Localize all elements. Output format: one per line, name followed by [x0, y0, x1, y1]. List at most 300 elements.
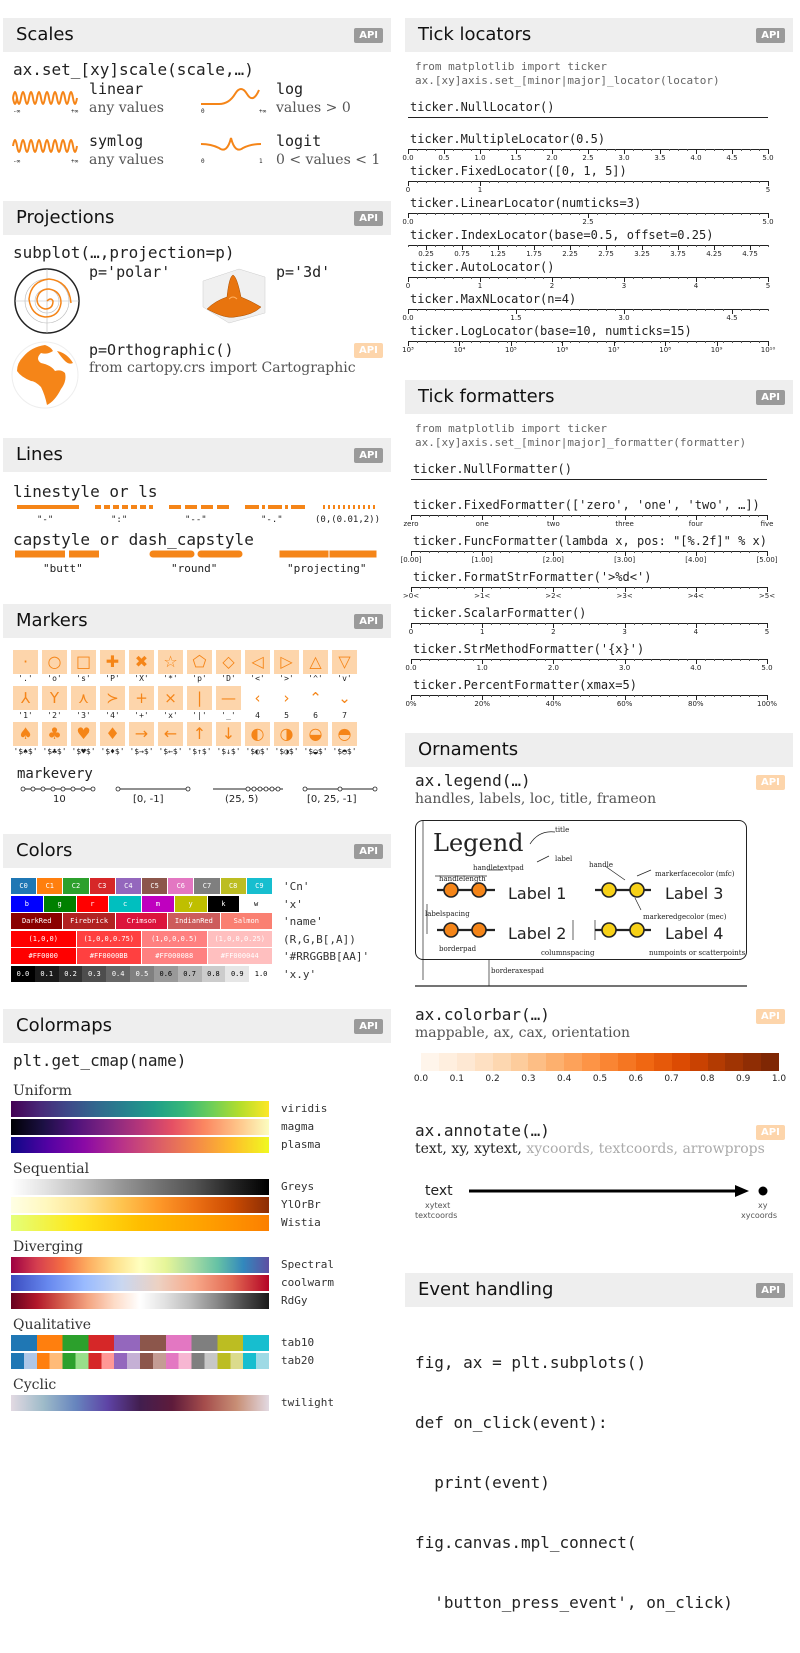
legend-labelspacing-note: labelspacing — [425, 910, 470, 918]
minor-tick — [705, 213, 706, 215]
marker-label: '_' — [221, 711, 236, 720]
projections-api-button[interactable]: API — [354, 211, 383, 226]
minor-tick — [456, 515, 457, 517]
minor-tick — [750, 309, 751, 311]
minor-tick — [651, 515, 652, 517]
minor-tick — [597, 181, 598, 183]
tick-label: 4 — [693, 282, 699, 290]
minor-tick — [589, 623, 590, 625]
tick-label: 10⁶ — [556, 346, 569, 354]
minor-tick — [607, 587, 608, 589]
minor-tick — [491, 551, 492, 553]
minor-tick — [589, 659, 590, 661]
minor-tick — [429, 587, 430, 589]
marker-label: '>' — [279, 674, 294, 683]
ticker-label: ticker.StrMethodFormatter('{x}') — [413, 642, 645, 656]
minor-tick — [642, 213, 643, 215]
minor-tick — [498, 149, 499, 151]
minor-tick — [570, 341, 571, 343]
scales-code: ax.set_[xy]scale(scale,…) — [13, 60, 254, 79]
marker-label: '1' — [18, 711, 33, 720]
colorbar-segment — [600, 1053, 618, 1071]
scale-logit-desc: 0 < values < 1 — [276, 152, 381, 168]
tick-label: 1.5 — [510, 314, 522, 322]
minor-tick — [678, 515, 679, 517]
minor-tick — [723, 309, 724, 311]
minor-tick — [723, 341, 724, 343]
minor-tick — [651, 277, 652, 279]
tick-label: 5 — [764, 628, 770, 636]
marker-label: '$♦$' — [100, 747, 125, 756]
minor-tick — [759, 341, 760, 343]
minor-tick — [624, 213, 625, 215]
minor-tick — [723, 213, 724, 215]
minor-tick — [435, 213, 436, 215]
event-handling-api-button[interactable]: API — [756, 1283, 785, 1298]
minor-tick — [705, 515, 706, 517]
marker-label: 'o' — [47, 674, 62, 683]
minor-tick — [561, 245, 562, 247]
tick-label: 4.0 — [690, 154, 702, 162]
minor-tick — [570, 181, 571, 183]
minor-tick — [561, 277, 562, 279]
tick-locators-section — [402, 18, 793, 358]
minor-tick — [571, 659, 572, 661]
colorbar-segment — [654, 1053, 672, 1071]
minor-tick — [723, 149, 724, 151]
minor-tick — [616, 659, 617, 661]
minor-tick — [642, 309, 643, 311]
minor-tick — [642, 277, 643, 279]
minor-tick — [444, 213, 445, 215]
marker-cell: Y — [42, 686, 67, 710]
colorbar-segment — [761, 1053, 779, 1071]
minor-tick — [723, 181, 724, 183]
minor-tick — [429, 659, 430, 661]
tick-locators-code-1: from matplotlib import ticker — [415, 60, 608, 73]
minor-tick — [678, 149, 679, 151]
colormap-name: viridis — [281, 1102, 328, 1115]
minor-tick — [669, 623, 670, 625]
legend-label-3: Label 3 — [665, 884, 724, 903]
lines-title: Lines — [16, 444, 63, 465]
legend-handlelength-note: handlelength — [439, 875, 486, 883]
minor-tick — [417, 309, 418, 311]
minor-tick — [660, 181, 661, 183]
tick-label: 2 — [549, 282, 555, 290]
colormap-bar — [11, 1179, 269, 1195]
colorbar-segment — [439, 1053, 457, 1071]
minor-tick — [438, 623, 439, 625]
minor-tick — [500, 515, 501, 517]
gray-swatch: 1.0 — [249, 966, 273, 982]
minor-tick — [456, 623, 457, 625]
tick-formatters-list — [400, 462, 778, 708]
minor-tick — [464, 587, 465, 589]
marker-cell: ◓ — [332, 722, 357, 746]
tick-label: 1.75 — [526, 250, 542, 258]
marker-cell: ◑ — [274, 722, 299, 746]
tick-label: [5.00] — [756, 556, 778, 564]
minor-tick — [498, 181, 499, 183]
scales-api-button[interactable]: API — [354, 28, 383, 43]
minor-tick — [444, 245, 445, 247]
tick-label: >2< — [545, 592, 562, 600]
minor-tick — [749, 551, 750, 553]
minor-tick — [507, 341, 508, 343]
colorbar-tick-label: 0.9 — [736, 1074, 751, 1084]
tick-label: 10⁷ — [607, 346, 620, 354]
tick-formatters-api-button[interactable]: API — [756, 390, 785, 405]
linestyle-label-1: ":" — [111, 515, 128, 525]
minor-tick — [579, 341, 580, 343]
colorbar-tick-label: 0.8 — [700, 1074, 715, 1084]
minor-tick — [651, 149, 652, 151]
colormap-bar — [11, 1197, 269, 1213]
minor-tick — [651, 245, 652, 247]
marker-label: '$◑$' — [274, 747, 299, 756]
minor-tick — [651, 213, 652, 215]
minor-tick — [571, 515, 572, 517]
colormaps-code: plt.get_cmap(name) — [13, 1051, 187, 1070]
minor-tick — [516, 213, 517, 215]
legend-mec-note: markeredgecolor (mec) — [643, 913, 727, 921]
colorbar-segment — [457, 1053, 475, 1071]
minor-tick — [462, 341, 463, 343]
annotate-api-button[interactable]: API — [756, 1125, 785, 1140]
minor-tick — [453, 309, 454, 311]
minor-tick — [536, 695, 537, 697]
colormaps-api-button[interactable]: API — [354, 1019, 383, 1034]
minor-tick — [589, 587, 590, 589]
legend-label-note: label — [555, 855, 573, 863]
minor-tick — [507, 149, 508, 151]
minor-tick — [606, 181, 607, 183]
tick-locators-title: Tick locators — [418, 24, 532, 45]
minor-tick — [687, 245, 688, 247]
minor-tick — [464, 623, 465, 625]
colorbar-segment — [421, 1053, 439, 1071]
markers-grid — [13, 650, 383, 765]
minor-tick — [678, 213, 679, 215]
marker-cell: ▷ — [274, 650, 299, 674]
minor-tick — [607, 623, 608, 625]
minor-tick — [731, 659, 732, 661]
minor-tick — [429, 695, 430, 697]
scale-tick: +∞ — [71, 108, 79, 115]
marker-label: 'v' — [337, 674, 352, 683]
minor-tick — [471, 213, 472, 215]
colormap-bar — [11, 1353, 269, 1369]
colors-api-button[interactable]: API — [354, 844, 383, 859]
gray-swatch: 0.5 — [130, 966, 154, 982]
minor-tick — [741, 181, 742, 183]
minor-tick — [417, 213, 418, 215]
colormap-bar — [11, 1395, 269, 1411]
minor-tick — [731, 587, 732, 589]
minor-tick — [669, 245, 670, 247]
minor-tick — [527, 695, 528, 697]
minor-tick — [562, 623, 563, 625]
minor-tick — [500, 695, 501, 697]
minor-tick — [571, 623, 572, 625]
annotate-args — [415, 1141, 765, 1157]
scale-tick: 0 — [201, 108, 205, 115]
minor-tick — [447, 551, 448, 553]
minor-tick — [509, 515, 510, 517]
tick-label: 3.0 — [618, 314, 630, 322]
minor-tick — [705, 341, 706, 343]
minor-tick — [480, 309, 481, 311]
tick-label: >5< — [758, 592, 776, 600]
minor-tick — [768, 245, 769, 247]
gray-swatch: 0.0 — [11, 966, 35, 982]
ornaments-section — [405, 733, 793, 1228]
minor-tick — [750, 277, 751, 279]
minor-tick — [758, 551, 759, 553]
ticker-label: ticker.IndexLocator(base=0.5, offset=0.25) — [410, 228, 714, 242]
markevery-samples — [23, 786, 383, 794]
minor-tick — [580, 623, 581, 625]
minor-tick — [714, 515, 715, 517]
minor-tick — [491, 623, 492, 625]
gray-swatch: 0.3 — [82, 966, 106, 982]
tick-label: 3.0 — [619, 664, 631, 672]
tick-label: 5 — [765, 282, 771, 290]
capstyle-label-0: "butt" — [43, 562, 83, 575]
minor-tick — [607, 515, 608, 517]
minor-tick — [438, 587, 439, 589]
scale-log-name: log — [276, 80, 304, 98]
minor-tick — [633, 309, 634, 311]
tick-label: 1 — [479, 628, 485, 636]
minor-tick — [518, 551, 519, 553]
color-swatch: #FF0000 — [11, 948, 76, 964]
colorbar-tick-label: 0.1 — [449, 1074, 464, 1084]
minor-tick — [714, 623, 715, 625]
minor-tick — [471, 341, 472, 343]
cartopy-api-button[interactable]: API — [354, 343, 383, 358]
color-swatch: (1,0,0) — [11, 931, 76, 947]
tick-label: [0.00] — [400, 556, 422, 564]
minor-tick — [420, 515, 421, 517]
minor-tick — [444, 341, 445, 343]
code-line: print(event) — [415, 1473, 550, 1492]
minor-tick — [489, 149, 490, 151]
tick-label: 0% — [405, 700, 417, 708]
markers-api-button[interactable]: API — [354, 614, 383, 629]
minor-tick — [562, 515, 563, 517]
legend-code: ax.legend(…) — [415, 771, 531, 790]
tick-label: 2.25 — [562, 250, 578, 258]
minor-tick — [435, 245, 436, 247]
minor-tick — [580, 551, 581, 553]
minor-tick — [480, 245, 481, 247]
minor-tick — [597, 149, 598, 151]
minor-tick — [438, 695, 439, 697]
colormap-name: twilight — [281, 1396, 334, 1409]
minor-tick — [669, 551, 670, 553]
colorbar-api-button[interactable]: API — [756, 1009, 785, 1024]
minor-tick — [723, 515, 724, 517]
minor-tick — [723, 623, 724, 625]
minor-tick — [758, 695, 759, 697]
color-swatch: C3 — [90, 878, 115, 894]
minor-tick — [660, 695, 661, 697]
minor-tick — [749, 587, 750, 589]
minor-tick — [489, 277, 490, 279]
tick-label: >1< — [474, 592, 491, 600]
gray-swatch: 0.1 — [35, 966, 59, 982]
minor-tick — [678, 341, 679, 343]
tick-label: 0.0 — [402, 154, 414, 162]
marker-label: '4' — [105, 711, 120, 720]
ticker-label: ticker.NullLocator() — [410, 100, 555, 114]
minor-tick — [597, 213, 598, 215]
minor-tick — [723, 245, 724, 247]
polar-plot — [13, 267, 83, 337]
marker-cell: ‹ — [245, 686, 270, 710]
minor-tick — [518, 515, 519, 517]
color-swatch: C4 — [116, 878, 141, 894]
minor-tick — [705, 277, 706, 279]
tick-label: 4.25 — [706, 250, 722, 258]
tick-label: four — [688, 520, 703, 528]
minor-tick — [417, 245, 418, 247]
minor-tick — [571, 695, 572, 697]
colors-grid — [11, 878, 273, 983]
minor-tick — [491, 587, 492, 589]
minor-tick — [634, 515, 635, 517]
minor-tick — [545, 587, 546, 589]
minor-tick — [462, 181, 463, 183]
minor-tick — [768, 309, 769, 311]
minor-tick — [545, 623, 546, 625]
minor-tick — [660, 587, 661, 589]
minor-tick — [741, 245, 742, 247]
colormap-bar — [11, 1215, 269, 1231]
minor-tick — [589, 695, 590, 697]
minor-tick — [552, 245, 553, 247]
minor-tick — [723, 277, 724, 279]
minor-tick — [525, 277, 526, 279]
minor-tick — [633, 181, 634, 183]
ticker-label: ticker.PercentFormatter(xmax=5) — [413, 678, 637, 692]
tick-label: 0.5 — [438, 154, 450, 162]
colorbar-ticks — [413, 1074, 787, 1086]
minor-tick — [516, 245, 517, 247]
colorbar-args: mappable, ax, cax, orientation — [415, 1025, 631, 1041]
capstyle-code: capstyle or dash_capstyle — [13, 530, 254, 549]
minor-tick — [426, 309, 427, 311]
minor-tick — [507, 309, 508, 311]
tick-label: 4.0 — [690, 664, 702, 672]
minor-tick — [562, 659, 563, 661]
color-swatch: C8 — [221, 878, 246, 894]
minor-tick — [615, 213, 616, 215]
marker-label: 6 — [313, 711, 318, 720]
minor-tick — [429, 515, 430, 517]
marker-cell: ♦ — [100, 722, 125, 746]
minor-tick — [651, 695, 652, 697]
minor-tick — [570, 309, 571, 311]
minor-tick — [705, 245, 706, 247]
minor-tick — [525, 181, 526, 183]
minor-tick — [740, 659, 741, 661]
minor-tick — [723, 587, 724, 589]
minor-tick — [447, 695, 448, 697]
color-swatch: C0 — [11, 878, 36, 894]
ticker-label: ticker.MultipleLocator(0.5) — [410, 132, 606, 146]
minor-tick — [491, 659, 492, 661]
minor-tick — [480, 341, 481, 343]
minor-tick — [669, 515, 670, 517]
marker-cell: ◒ — [303, 722, 328, 746]
scale-tick: 1 — [259, 158, 263, 165]
tick-label: 2.5 — [582, 154, 594, 162]
colorbar-segment — [725, 1053, 743, 1071]
tick-label: 10⁹ — [710, 346, 723, 354]
tick-label: 4.5 — [726, 154, 738, 162]
minor-tick — [552, 213, 553, 215]
tick-label: 0 — [408, 628, 414, 636]
lines-api-button[interactable]: API — [354, 448, 383, 463]
minor-tick — [489, 341, 490, 343]
minor-tick — [651, 659, 652, 661]
tick-locators-api-button[interactable]: API — [756, 28, 785, 43]
minor-tick — [420, 659, 421, 661]
minor-tick — [696, 309, 697, 311]
minor-tick — [534, 181, 535, 183]
minor-tick — [732, 245, 733, 247]
marker-cell: ♠ — [13, 722, 38, 746]
minor-tick — [651, 587, 652, 589]
minor-tick — [536, 659, 537, 661]
minor-tick — [651, 181, 652, 183]
minor-tick — [615, 277, 616, 279]
legend-api-button[interactable]: API — [756, 775, 785, 790]
minor-tick — [633, 149, 634, 151]
minor-tick — [408, 245, 409, 247]
minor-tick — [633, 213, 634, 215]
minor-tick — [598, 551, 599, 553]
minor-tick — [562, 695, 563, 697]
minor-tick — [438, 515, 439, 517]
minor-tick — [516, 341, 517, 343]
minor-tick — [491, 515, 492, 517]
minor-tick — [759, 277, 760, 279]
minor-tick — [545, 695, 546, 697]
tick-label: 1 — [477, 282, 483, 290]
minor-tick — [669, 181, 670, 183]
colors-legend-item: 'name' — [283, 915, 323, 928]
minor-tick — [597, 341, 598, 343]
event-handling-code — [415, 1313, 733, 1653]
colormap-name: Wistia — [281, 1216, 321, 1229]
minor-tick — [687, 695, 688, 697]
tick-label: 4.75 — [742, 250, 758, 258]
minor-tick — [534, 309, 535, 311]
minor-tick — [669, 587, 670, 589]
minor-tick — [642, 587, 643, 589]
legend-label-1: Label 1 — [508, 884, 567, 903]
minor-tick — [471, 309, 472, 311]
minor-tick — [534, 213, 535, 215]
minor-tick — [571, 551, 572, 553]
minor-tick — [741, 309, 742, 311]
minor-tick — [473, 551, 474, 553]
marker-cell: ↑ — [187, 722, 212, 746]
